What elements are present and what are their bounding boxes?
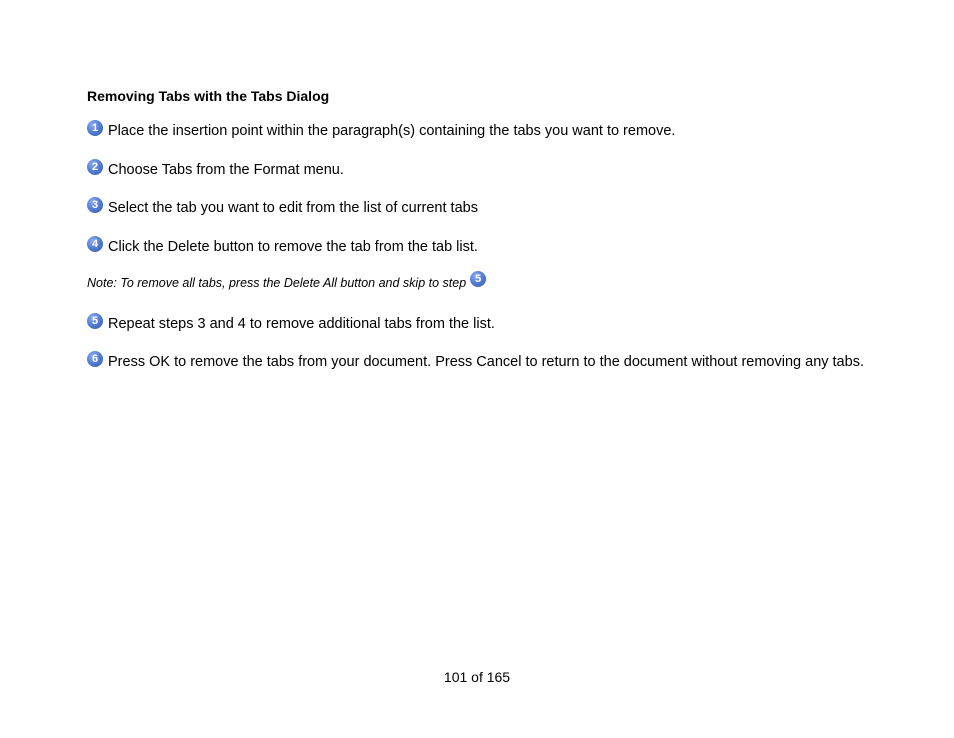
step-number-3-icon: 3 bbox=[87, 197, 103, 213]
step-6 bbox=[87, 352, 864, 372]
page-title: Removing Tabs with the Tabs Dialog bbox=[87, 88, 330, 104]
step-3-text: Select the tab you want to edit from the list of current tabs bbox=[108, 200, 478, 216]
step-4 bbox=[87, 237, 478, 257]
note bbox=[87, 273, 486, 293]
step-number-4-icon: 4 bbox=[87, 236, 103, 252]
step-2-text: Choose Tabs from the Format menu. bbox=[108, 162, 344, 178]
step-5 bbox=[87, 314, 495, 334]
step-2 bbox=[87, 160, 344, 180]
step-number-6-icon: 6 bbox=[87, 351, 103, 367]
step-number-1-icon: 1 bbox=[87, 120, 103, 136]
step-4-text: Click the Delete button to remove the tab from the tab list. bbox=[108, 239, 478, 255]
note-text: Note: To remove all tabs, press the Delete All button and skip to step bbox=[87, 276, 467, 290]
step-number-5-icon: 5 bbox=[87, 313, 103, 329]
step-5-text: Repeat steps 3 and 4 to remove additional tabs from the list. bbox=[108, 316, 495, 332]
note-step-5-icon: 5 bbox=[470, 271, 486, 287]
page-number: 101 of 165 bbox=[443, 669, 511, 685]
step-number-2-icon: 2 bbox=[87, 159, 103, 175]
step-1-text: Place the insertion point within the paragraph(s) containing the tabs you want to remove. bbox=[108, 123, 676, 139]
step-6-text: Press OK to remove the tabs from your document. Press Cancel to return to the document without removing any tabs. bbox=[108, 354, 864, 370]
step-1 bbox=[87, 121, 675, 141]
step-3 bbox=[87, 198, 478, 218]
